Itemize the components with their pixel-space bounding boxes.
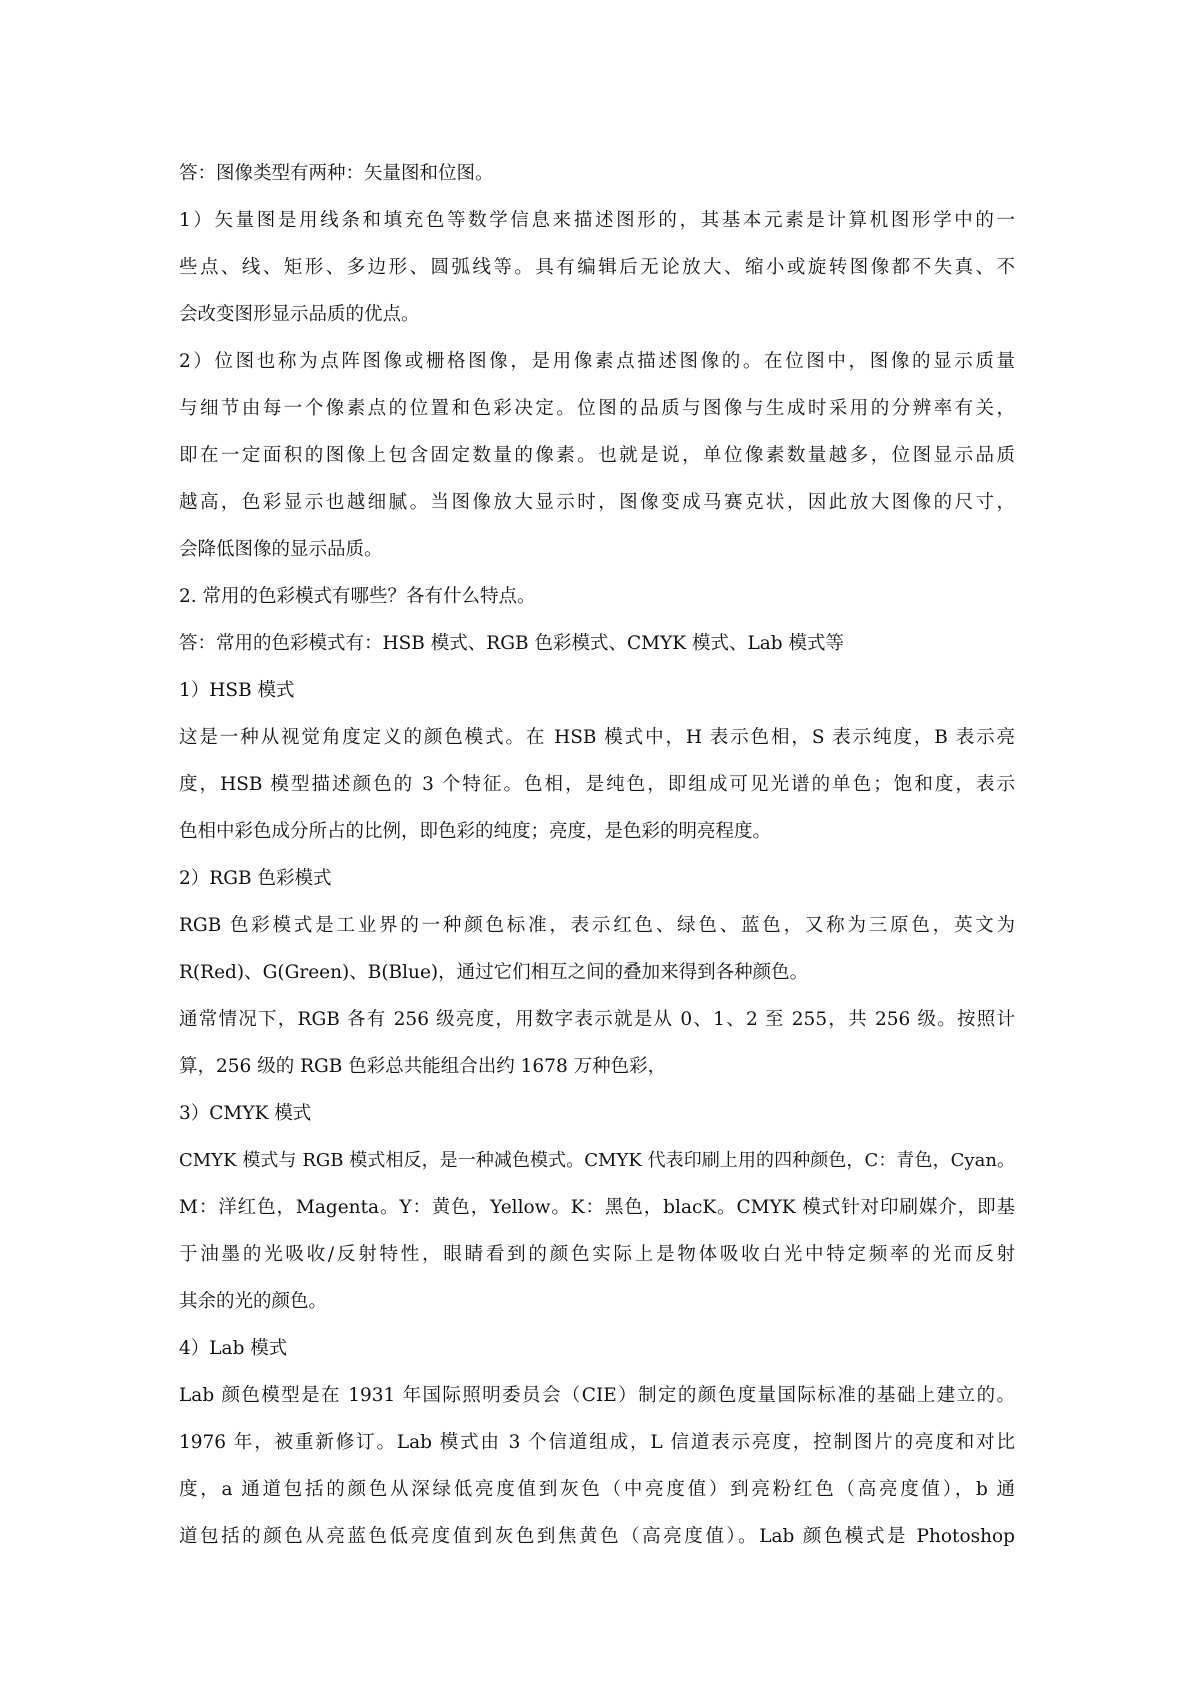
text-line: 1976 年，被重新修订。Lab 模式由 3 个信道组成，L 信道表示亮度，控制图片的亮度和对比 [179,1432,1015,1453]
text-line: 算，256 级的 RGB 色彩总共能组合出约 1678 万种色彩， [179,1056,667,1077]
text-line: 色相中彩色成分所占的比例，即色彩的纯度；亮度，是色彩的明亮程度。 [179,821,772,842]
text-line: CMYK 模式与 RGB 模式相反，是一种减色模式。CMYK 代表印刷上用的四种颜色，C：青色，Cyan。 [179,1150,1015,1171]
text-line: 3）CMYK 模式 [179,1103,312,1124]
text-line: 4）Lab 模式 [179,1338,288,1359]
text-line: 答：常用的色彩模式有：HSB 模式、RGB 色彩模式、CMYK 模式、Lab 模式等 [179,633,845,654]
text-line: 即在一定面积的图像上包含固定数量的像素。也就是说，单位像素数量越多，位图显示品质 [179,445,1015,466]
text-line: 会改变图形显示品质的优点。 [179,304,420,325]
text-line: 答：图像类型有两种：矢量图和位图。 [179,163,494,184]
text-line: 道包括的颜色从亮蓝色低亮度值到灰色到焦黄色（高亮度值）。Lab 颜色模式是 Photoshop [179,1526,1015,1547]
text-line: 1）HSB 模式 [179,680,295,701]
text-line: M：洋红色，Magenta。Y：黄色，Yellow。K：黑色，blacK。CMYK 模式针对印刷媒介，即基 [179,1197,1015,1218]
text-line: 越高，色彩显示也越细腻。当图像放大显示时，图像变成马赛克状，因此放大图像的尺寸， [179,492,1015,513]
text-line: 其余的光的颜色。 [179,1291,328,1312]
text-line: 度，HSB 模型描述颜色的 3 个特征。色相，是纯色，即组成可见光谱的单色；饱和度，表示 [179,774,1015,795]
document-body [179,150,1015,1560]
text-line: 于油墨的光吸收/反射特性，眼睛看到的颜色实际上是物体吸收白光中特定频率的光而反射 [179,1244,1015,1265]
text-line: 与细节由每一个像素点的位置和色彩决定。位图的品质与图像与生成时采用的分辨率有关， [179,398,1015,419]
text-line: 度，a 通道包括的颜色从深绿低亮度值到灰色（中亮度值）到亮粉红色（高亮度值），b 通 [179,1479,1015,1500]
text-line: Lab 颜色模型是在 1931 年国际照明委员会（CIE）制定的颜色度量国际标准的基础上建立的。 [179,1385,1015,1406]
text-line: 些点、线、矩形、多边形、圆弧线等。具有编辑后无论放大、缩小或旋转图像都不失真、不 [179,257,1015,278]
text-line: 2）位图也称为点阵图像或栅格图像，是用像素点描述图像的。在位图中，图像的显示质量 [179,351,1015,372]
text-line: 1）矢量图是用线条和填充色等数学信息来描述图形的，其基本元素是计算机图形学中的一 [179,210,1015,231]
text-line: 2）RGB 色彩模式 [179,868,332,889]
text-line: 通常情况下，RGB 各有 256 级亮度，用数字表示就是从 0、1、2 至 255，共 256 级。按照计 [179,1009,1015,1030]
text-line: 这是一种从视觉角度定义的颜色模式。在 HSB 模式中，H 表示色相，S 表示纯度，B 表示亮 [179,727,1015,748]
text-line: R(Red)、G(Green)、B(Blue)，通过它们相互之间的叠加来得到各种颜色。 [179,962,809,983]
text-line: 2. 常用的色彩模式有哪些？各有什么特点。 [179,586,536,607]
text-line: 会降低图像的显示品质。 [179,539,383,560]
text-line: RGB 色彩模式是工业界的一种颜色标准，表示红色、绿色、蓝色，又称为三原色，英文为 [179,915,1015,936]
